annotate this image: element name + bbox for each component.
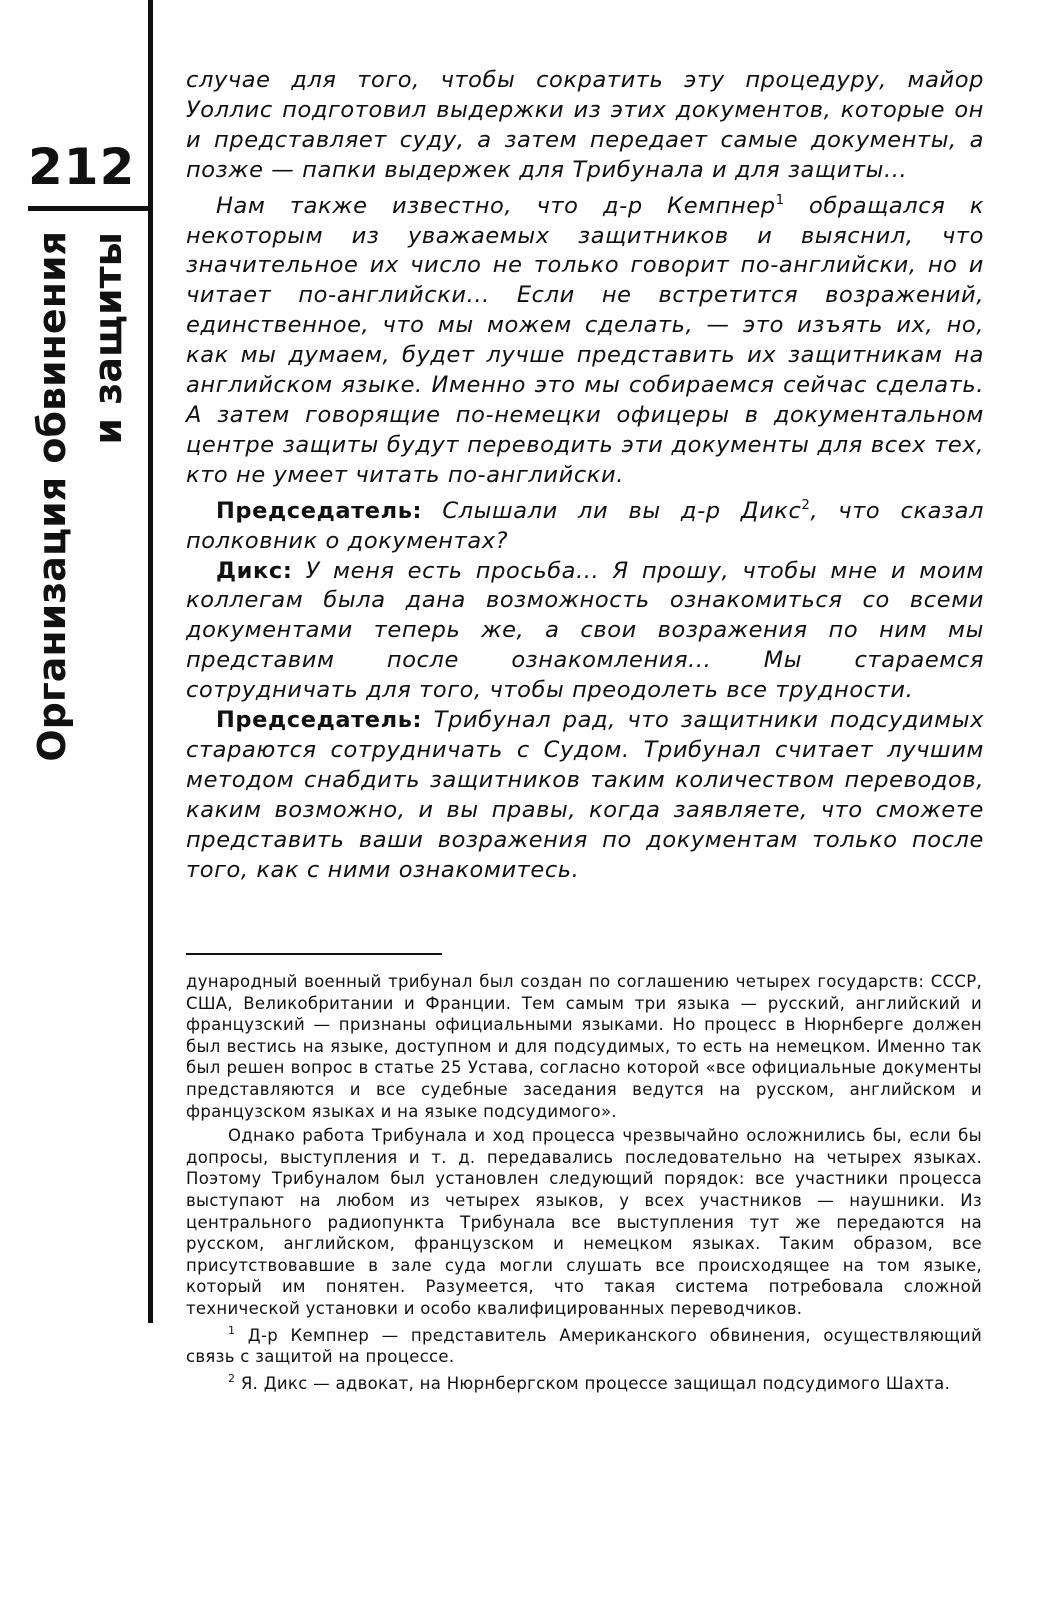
paragraph: случае для того, чтобы сократить эту процедуру, майор Уоллис подготовил выдержки из этих документов, которые он и представляет суду, а затем передает самые документы, а позже — папки выдержек для Трибунала и для защиты... [186,67,984,183]
footnote-text: Я. Дикс — адвокат, на Нюрнбергском процессе защищал подсудимого Шахта. [235,1373,951,1393]
footnote-1 [186,1320,982,1368]
footnote-mark: 1 [228,1323,236,1337]
paragraph [186,491,984,557]
margin-vertical-rule [148,0,153,1323]
speaker-label: Председатель: [216,497,423,524]
footnote-ref: 1 [775,192,785,208]
footnote-ref: 2 [801,497,811,513]
section-title-line1: Организация обвинения [30,231,74,762]
footnote-continued: Однако работа Трибунала и ход процесса чрезвычайно осложнились бы, если бы допросы, выступления и т. д. передавались последовательно на четырех языках. Поэтому Трибуналом был установлен следующий порядок: все участники процесса выступают на любом из четырех языков, у всех участников — наушники. Из центрального радиопункта Трибунала все выступления тут же передаются на русском, английском, французском и немецком языках. Таким образом, все присутствовавшие в зале суда могли слушать все происходящее на том языке, который им понятен. Разумеется, что такая система потребовала сложной технической установки и особо квалифицированных переводчиков. [186,1126,982,1318]
footnote-rule [186,953,442,955]
paragraph-text: , что сказал полковник о документах? [186,497,984,554]
footnotes [186,971,982,1394]
paragraph [186,186,984,491]
paragraph-text: Трибунал рад, что защитники подсудимых стараются сотрудничать с Судом. Трибунал считает лучшим методом снабдить защитников таким количеством переводов, каким возможно, и вы правы, когда заявляете, что сможете представить ваши возражения по документам только после того, как с ними ознакомитесь. [186,707,984,883]
footnote-text: Д-р Кемпнер — представитель Американского обвинения, осуществляющий связь с защитой на процессе. [186,1325,982,1367]
paragraph [186,557,984,707]
page-number: 212 [28,138,136,196]
paragraph-text: обращался к некоторым из уважаемых защитников и выяснил, что значительное их число не только говорит по-английски, но и читает по-английски... Если не встретится возражений, единственное, что мы можем сделать, — это изъять их, но, как мы думаем, будет лучше представить их защитникам на английском языке. Именно это мы собираемся сейчас сделать. А затем говорящие по-немецки офицеры в документальном центре защиты будут переводить эти документы для всех тех, кто не умеет читать по-английски. [186,192,985,488]
section-title [30,232,140,762]
paragraph-text: Нам также известно, что д-р Кемпнер [216,192,776,219]
speaker-label: Председатель: [216,707,423,734]
paragraph-text: Слышали ли вы д-р Дикс [422,497,802,524]
paragraph [186,706,984,885]
footnote-2 [186,1368,982,1395]
footnote-mark: 2 [228,1371,236,1385]
page-number-rule [28,206,148,211]
paragraph-text: У меня есть просьба... Я прошу, чтобы мне и моим коллегам была дана возможность ознакомиться со всеми документами теперь же, а свои возражения по ним мы представим после ознакомления... Мы стараемся сотрудничать для того, чтобы преодолеть все трудности. [186,557,984,704]
main-text [186,66,984,885]
speaker-label: Дикс: [216,557,293,584]
footnote-continued: дународный военный трибунал был создан по соглашению четырех государств: СССР, США, Великобритании и Франции. Тем самым три языка — русский, английский и французский — признаны официальными языками. Но процесс в Нюрнберге должен был вестись на языке, доступном и для подсудимых, то есть на немецком. Именно так был решен вопрос в статье 25 Устава, согласно которой «все официальные документы представляются и все судебные заседания ведутся на русском, английском и французском языках и на языке подсудимого». [186,972,982,1121]
section-title-line2: и защиты [86,232,130,445]
